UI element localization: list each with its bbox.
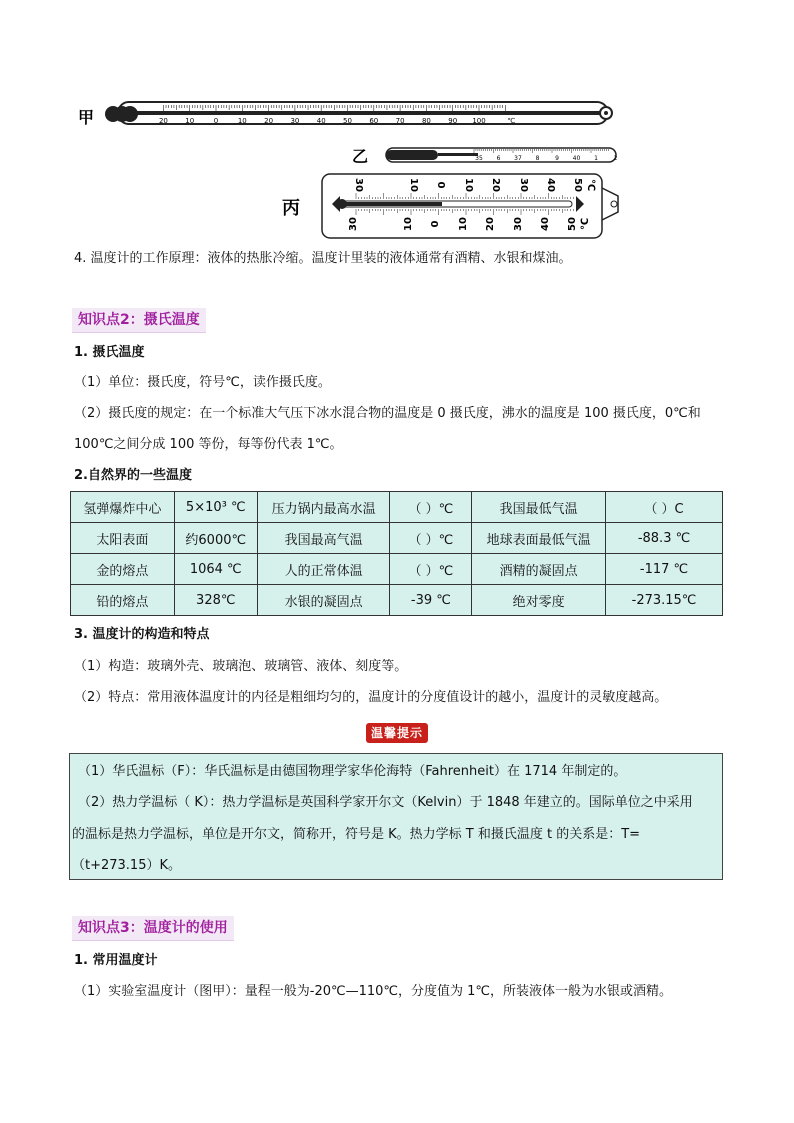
subheading-celsius: 1. 摄氏温度	[74, 345, 145, 360]
thermometer-b	[386, 148, 618, 162]
scale-label: 8	[535, 155, 540, 162]
subheading-common-thermometers: 1. 常用温度计	[74, 953, 158, 968]
scale-label: 30	[290, 117, 300, 125]
tip-fahrenheit: （1）华氏温标（F）：华氏温标是由德国物理学家华伦海特（Fahrenheit）在 1714 年制定的。	[78, 764, 627, 779]
tip-box	[69, 753, 723, 880]
scale-label: 0	[435, 181, 446, 189]
scale-label: 10	[185, 117, 195, 125]
scale-label: ℃	[580, 217, 591, 231]
table-cell-label: 地球表面最低气温	[472, 523, 606, 554]
section-2-heading: 知识点2：摄氏温度	[72, 308, 206, 333]
celsius-unit: （1）单位：摄氏度，符号℃，读作摄氏度。	[74, 375, 331, 390]
tip-kelvin-line2: 的温标是热力学温标，单位是开尔文，简称开，符号是 K。热力学标 T 和摄氏温度 t 的关系是：T=	[72, 827, 641, 842]
tip-kelvin-line3: （t+273.15）K。	[72, 858, 182, 873]
tip-badge: 温馨提示	[366, 723, 428, 743]
scale-label: 100	[472, 117, 486, 125]
scale-label: 10	[463, 178, 474, 192]
scale-label: 70	[395, 117, 405, 125]
table-cell-label: 金的熔点	[71, 554, 175, 585]
scale-label: 90	[448, 117, 458, 125]
subheading-nature-temps: 2.自然界的一些温度	[74, 468, 192, 483]
scale-label: 0	[430, 220, 441, 228]
working-principle: 4. 温度计的工作原理：液体的热胀冷缩。温度计里装的液体通常有酒精、水银和煤油。	[74, 251, 572, 266]
table-row	[71, 585, 723, 616]
lab-thermometer-text: （1）实验室温度计（图甲）：量程一般为-20℃—110℃，分度值为 1℃，所装液体一般为水银或酒精。	[74, 984, 673, 999]
scale-label: 6	[496, 155, 501, 162]
scale-label: 50	[572, 178, 583, 192]
scale-label: 10	[458, 217, 469, 231]
table-cell-value: -88.3 ℃	[606, 523, 723, 554]
scale-label: ℃	[585, 178, 596, 192]
scale-label: 20	[490, 178, 501, 192]
table-cell-label: 压力锅内最高水温	[257, 492, 390, 523]
scale-label: 40	[316, 117, 326, 125]
scale-label: 1	[594, 155, 598, 162]
scale-label: 37	[514, 155, 522, 162]
subheading-construction: 3. 温度计的构造和特点	[74, 627, 210, 642]
scale-label: 10	[403, 217, 414, 231]
scale-label: ℃	[507, 117, 516, 125]
table-cell-label: 酒精的凝固点	[472, 554, 606, 585]
table-cell-value: 1064 ℃	[174, 554, 257, 585]
scale-label: 30	[518, 178, 529, 192]
scale-label: 9	[555, 155, 559, 162]
scale-label: 40	[545, 178, 556, 192]
table-cell-label: 水银的凝固点	[257, 585, 390, 616]
table-cell-label: 人的正常体温	[257, 554, 390, 585]
table-cell-value: -117 ℃	[606, 554, 723, 585]
scale-label: 50	[343, 117, 352, 125]
table-cell-label: 铅的熔点	[71, 585, 175, 616]
thermometer-c	[322, 174, 618, 238]
thermometer-a	[105, 102, 612, 125]
scale-label: 80	[421, 117, 431, 125]
scale-label: 10	[408, 178, 419, 192]
table-row	[71, 492, 723, 523]
section-3-heading: 知识点3：温度计的使用	[72, 916, 234, 941]
table-cell-label: 太阳表面	[71, 523, 175, 554]
table-cell-value: 5×10³ ℃	[174, 492, 257, 523]
label-b: 乙	[352, 147, 369, 166]
table-cell-value: （ ）C	[606, 492, 723, 523]
label-c: 丙	[282, 198, 300, 219]
table-cell-label: 我国最高气温	[257, 523, 390, 554]
scale-label: 60	[369, 117, 379, 125]
scale-label: 35	[475, 155, 483, 162]
temperature-table	[70, 491, 723, 616]
table-row	[71, 523, 723, 554]
scale-label: 10	[237, 117, 247, 125]
scale-label: 50	[567, 217, 578, 231]
table-cell-value: -39 ℃	[390, 585, 472, 616]
thermometer-figure-svg	[70, 92, 630, 242]
scale-label: 20	[485, 217, 496, 231]
table-cell-value: （ ）℃	[390, 492, 472, 523]
feature-text: （2）特点：常用液体温度计的内径是粗细均匀的，温度计的分度值设计的越小，温度计的灵敏度越高。	[74, 690, 668, 705]
tip-kelvin-line1: （2）热力学温标（ K）：热力学温标是英国科学家开尔文（Kelvin）于 1848 年建立的。国际单位之中采用	[78, 795, 693, 810]
scale-label: 20	[264, 117, 274, 125]
scale-label: 30	[348, 217, 359, 231]
scale-label: 30	[353, 178, 364, 192]
table-cell-value: （ ）℃	[390, 554, 472, 585]
scale-label: 40	[540, 217, 551, 231]
celsius-rule-line2: 100℃之间分成 100 等份，每等份代表 1℃。	[74, 437, 343, 452]
scale-label: 30	[513, 217, 524, 231]
table-cell-label: 绝对零度	[472, 585, 606, 616]
table-cell-value: 328℃	[174, 585, 257, 616]
table-cell-value: -273.15℃	[606, 585, 723, 616]
table-cell-label: 氢弹爆炸中心	[71, 492, 175, 523]
construction-text: （1）构造：玻璃外壳、玻璃泡、玻璃管、液体、刻度等。	[74, 659, 408, 674]
thermometer-figure	[70, 92, 630, 242]
table-cell-value: 约6000℃	[174, 523, 257, 554]
celsius-rule-line1: （2）摄氏度的规定：在一个标准大气压下冰水混合物的温度是 0 摄氏度，沸水的温度是 100 摄氏度，0℃和	[74, 406, 701, 421]
table-cell-value: （ ）℃	[390, 523, 472, 554]
scale-label: 2	[613, 155, 618, 162]
scale-label: 0	[213, 117, 219, 125]
label-a: 甲	[78, 108, 95, 127]
table-cell-label: 我国最低气温	[472, 492, 606, 523]
scale-label: 40	[572, 155, 581, 162]
scale-label: 20	[158, 117, 168, 125]
table-row	[71, 554, 723, 585]
